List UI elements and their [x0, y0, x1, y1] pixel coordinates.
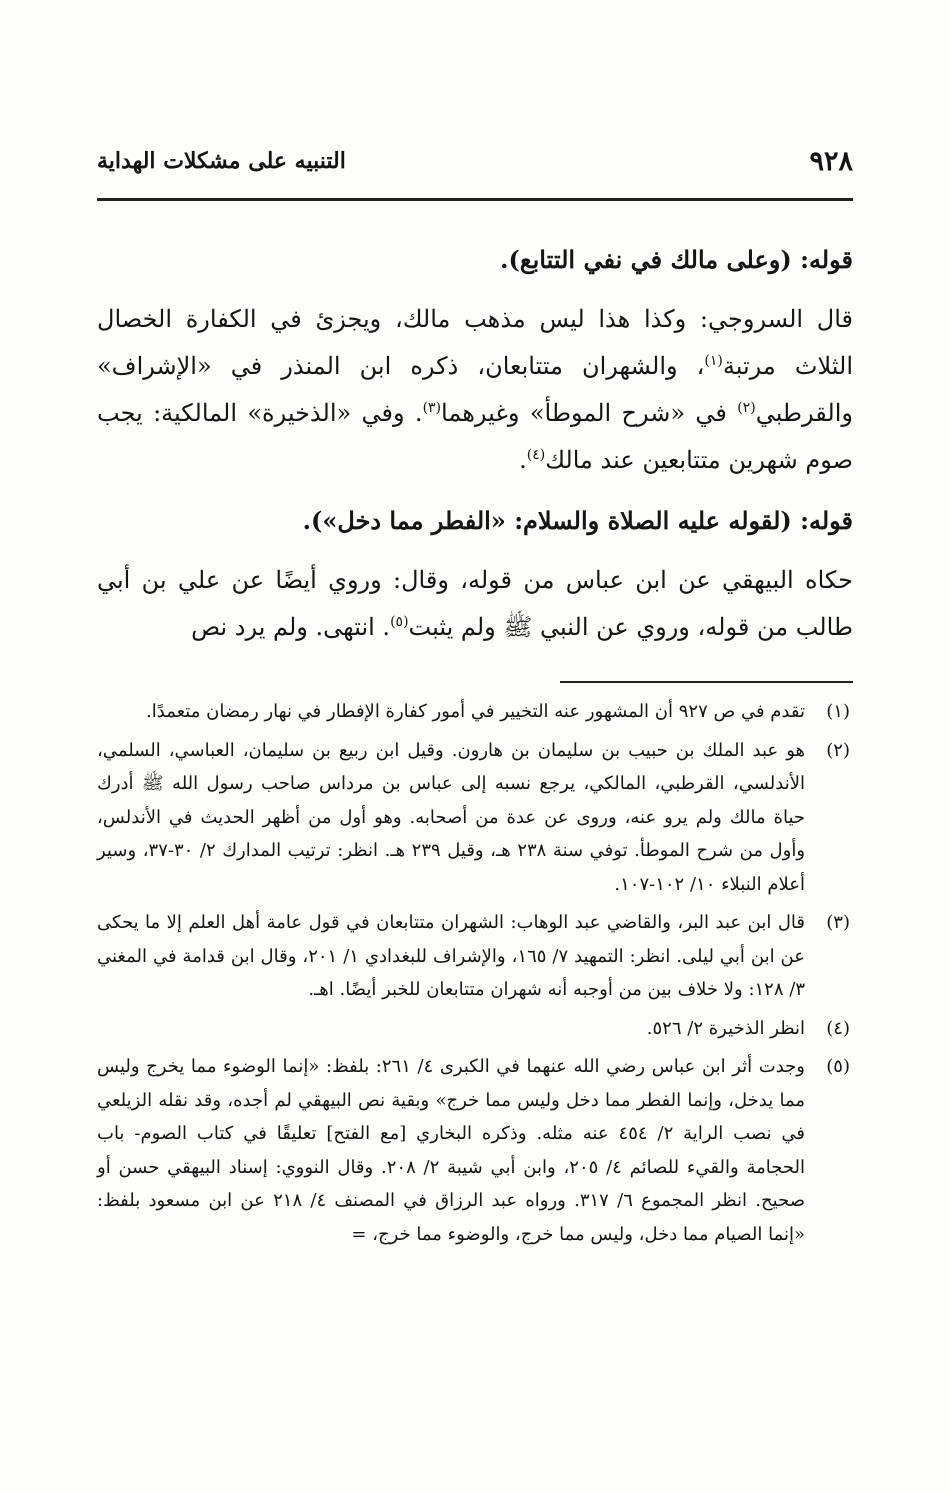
- footnote-ref-4: (٤): [526, 447, 546, 463]
- footnote-number: (٥): [826, 1056, 850, 1077]
- heading-quote-1: قوله: (وعلى مالك في نفي التتابع).: [500, 245, 853, 274]
- running-title: التنبيه على مشكلات الهداية: [97, 148, 346, 174]
- page-number: ٩٢٨: [809, 146, 853, 177]
- text-segment: .: [519, 446, 527, 474]
- footnote-text: هو عبد الملك بن حبيب بن سليمان بن هارون. وقيل ابن ربيع بن سليمان، العباسي، السلمي، الأندلسي، القرطبي، المالكي، يرجع نسبه إلى عباس بن مرداس صاحب رسول الله ﷺ أدرك حياة مالك ولم يرو عنه، وروى عن عدة من أصحابه. وهو أول من أظهر الحديث في الأندلس، وأول من شرح الموطأ. توفي سنة ٢٣٨ هـ، وقيل ٢٣٩ هـ. انظر: ترتيب المدارك ٢/ ٣٠-٣٧، وسير أعلام النبلاء ١٠/ ١٠٢-١٠٧.: [97, 739, 806, 895]
- footnotes: [97, 695, 850, 1256]
- paragraph-1: [97, 296, 853, 484]
- footnote-number: (٢): [826, 739, 850, 761]
- text-segment: حكاه البيهقي عن ابن عباس من قوله، وقال: وروي أيضًا عن علي بن أبي طالب من قوله، وروي عن النبي ﷺ ولم يثبت: [97, 566, 853, 641]
- footnote-2: [97, 734, 850, 902]
- footnote-ref-3: (٣): [422, 400, 442, 416]
- footnote-ref-5: (٥): [390, 614, 409, 630]
- footnote-number: (٣): [826, 912, 850, 933]
- text-segment: . انتهى. ولم يرد نص: [191, 613, 391, 641]
- footnote-ref-1: (١): [704, 353, 723, 369]
- header-rule: [97, 198, 853, 201]
- text-segment: قال السروجي: وكذا هذا ليس مذهب مالك، ويجزئ في الكفارة الخصال الثلاث مرتبة: [97, 305, 853, 380]
- footnote-4: [97, 1012, 850, 1046]
- main-text: [97, 236, 853, 664]
- footnote-number: (١): [826, 701, 850, 722]
- text-segment: في «شرح الموطأ» وغيرهما: [441, 399, 738, 427]
- text-segment: ، والشهران متتابعان، ذكره ابن المنذر في «الإشراف» والقرطبي: [97, 352, 853, 427]
- footnote-rule: [560, 681, 853, 683]
- text-segment: . وفي «الذخيرة» المالكية: يجب صوم شهرين متتابعين عند مالك: [97, 399, 853, 474]
- heading-quote-2: قوله: (لقوله عليه الصلاة والسلام: «الفطر مما دخل»).: [302, 506, 853, 535]
- footnote-ref-2: (٢): [737, 400, 756, 416]
- footnote-text: وجدت أثر ابن عباس رضي الله عنهما في الكبرى ٤/ ٢٦١: بلفظ: «إنما الوضوء مما يخرج وليس مما يدخل، وإنما الفطر مما دخل وليس مما خرج» وبقية نص البيهقي لم أجده، وقد نقله الزيلعي في نصب الراية ٢/ ٤٥٤ عنه مثله. وذكره البخاري [مع الفتح] تعليقًا في كتاب الصوم- باب الحجامة والقيء للصائم ٤/ ٢٠٥، وابن أبي شيبة ٢/ ٢٠٨. وقال النووي: إسناد البيهقي حسن أو صحيح. انظر المجموع ٦/ ٣١٧. ورواه عبد الرزاق في المصنف ٤/ ٢١٨ عن ابن مسعود بلفظ: «إنما الصيام مما دخل، وليس مما خرج، والوضوء مما خرج، =: [97, 1056, 805, 1245]
- page-header: [97, 140, 853, 190]
- footnote-5: [97, 1050, 850, 1251]
- footnote-1: [97, 695, 850, 729]
- footnote-text: تقدم في ص ٩٢٧ أن المشهور عنه التخيير في أمور كفارة الإفطار في نهار رمضان متعمدًا.: [146, 701, 805, 722]
- footnote-3: [97, 906, 850, 1007]
- footnote-number: (٤): [826, 1017, 850, 1039]
- paragraph-2: [97, 557, 853, 651]
- footnote-text: انظر الذخيرة ٢/ ٥٢٦.: [646, 1017, 805, 1039]
- footnote-text: قال ابن عبد البر، والقاضي عبد الوهاب: الشهران متتابعان في قول عامة أهل العلم إلا ما يحكى عن ابن أبي ليلى. انظر: التمهيد ٧/ ١٦٥، والإشراف للبغدادي ١/ ٢٠١، وقال ابن قدامة في المغني ٣/ ١٢٨: ولا خلاف بين من أوجبه أنه شهران متتابعان للخبر أيضًا. اهـ.: [97, 912, 805, 1000]
